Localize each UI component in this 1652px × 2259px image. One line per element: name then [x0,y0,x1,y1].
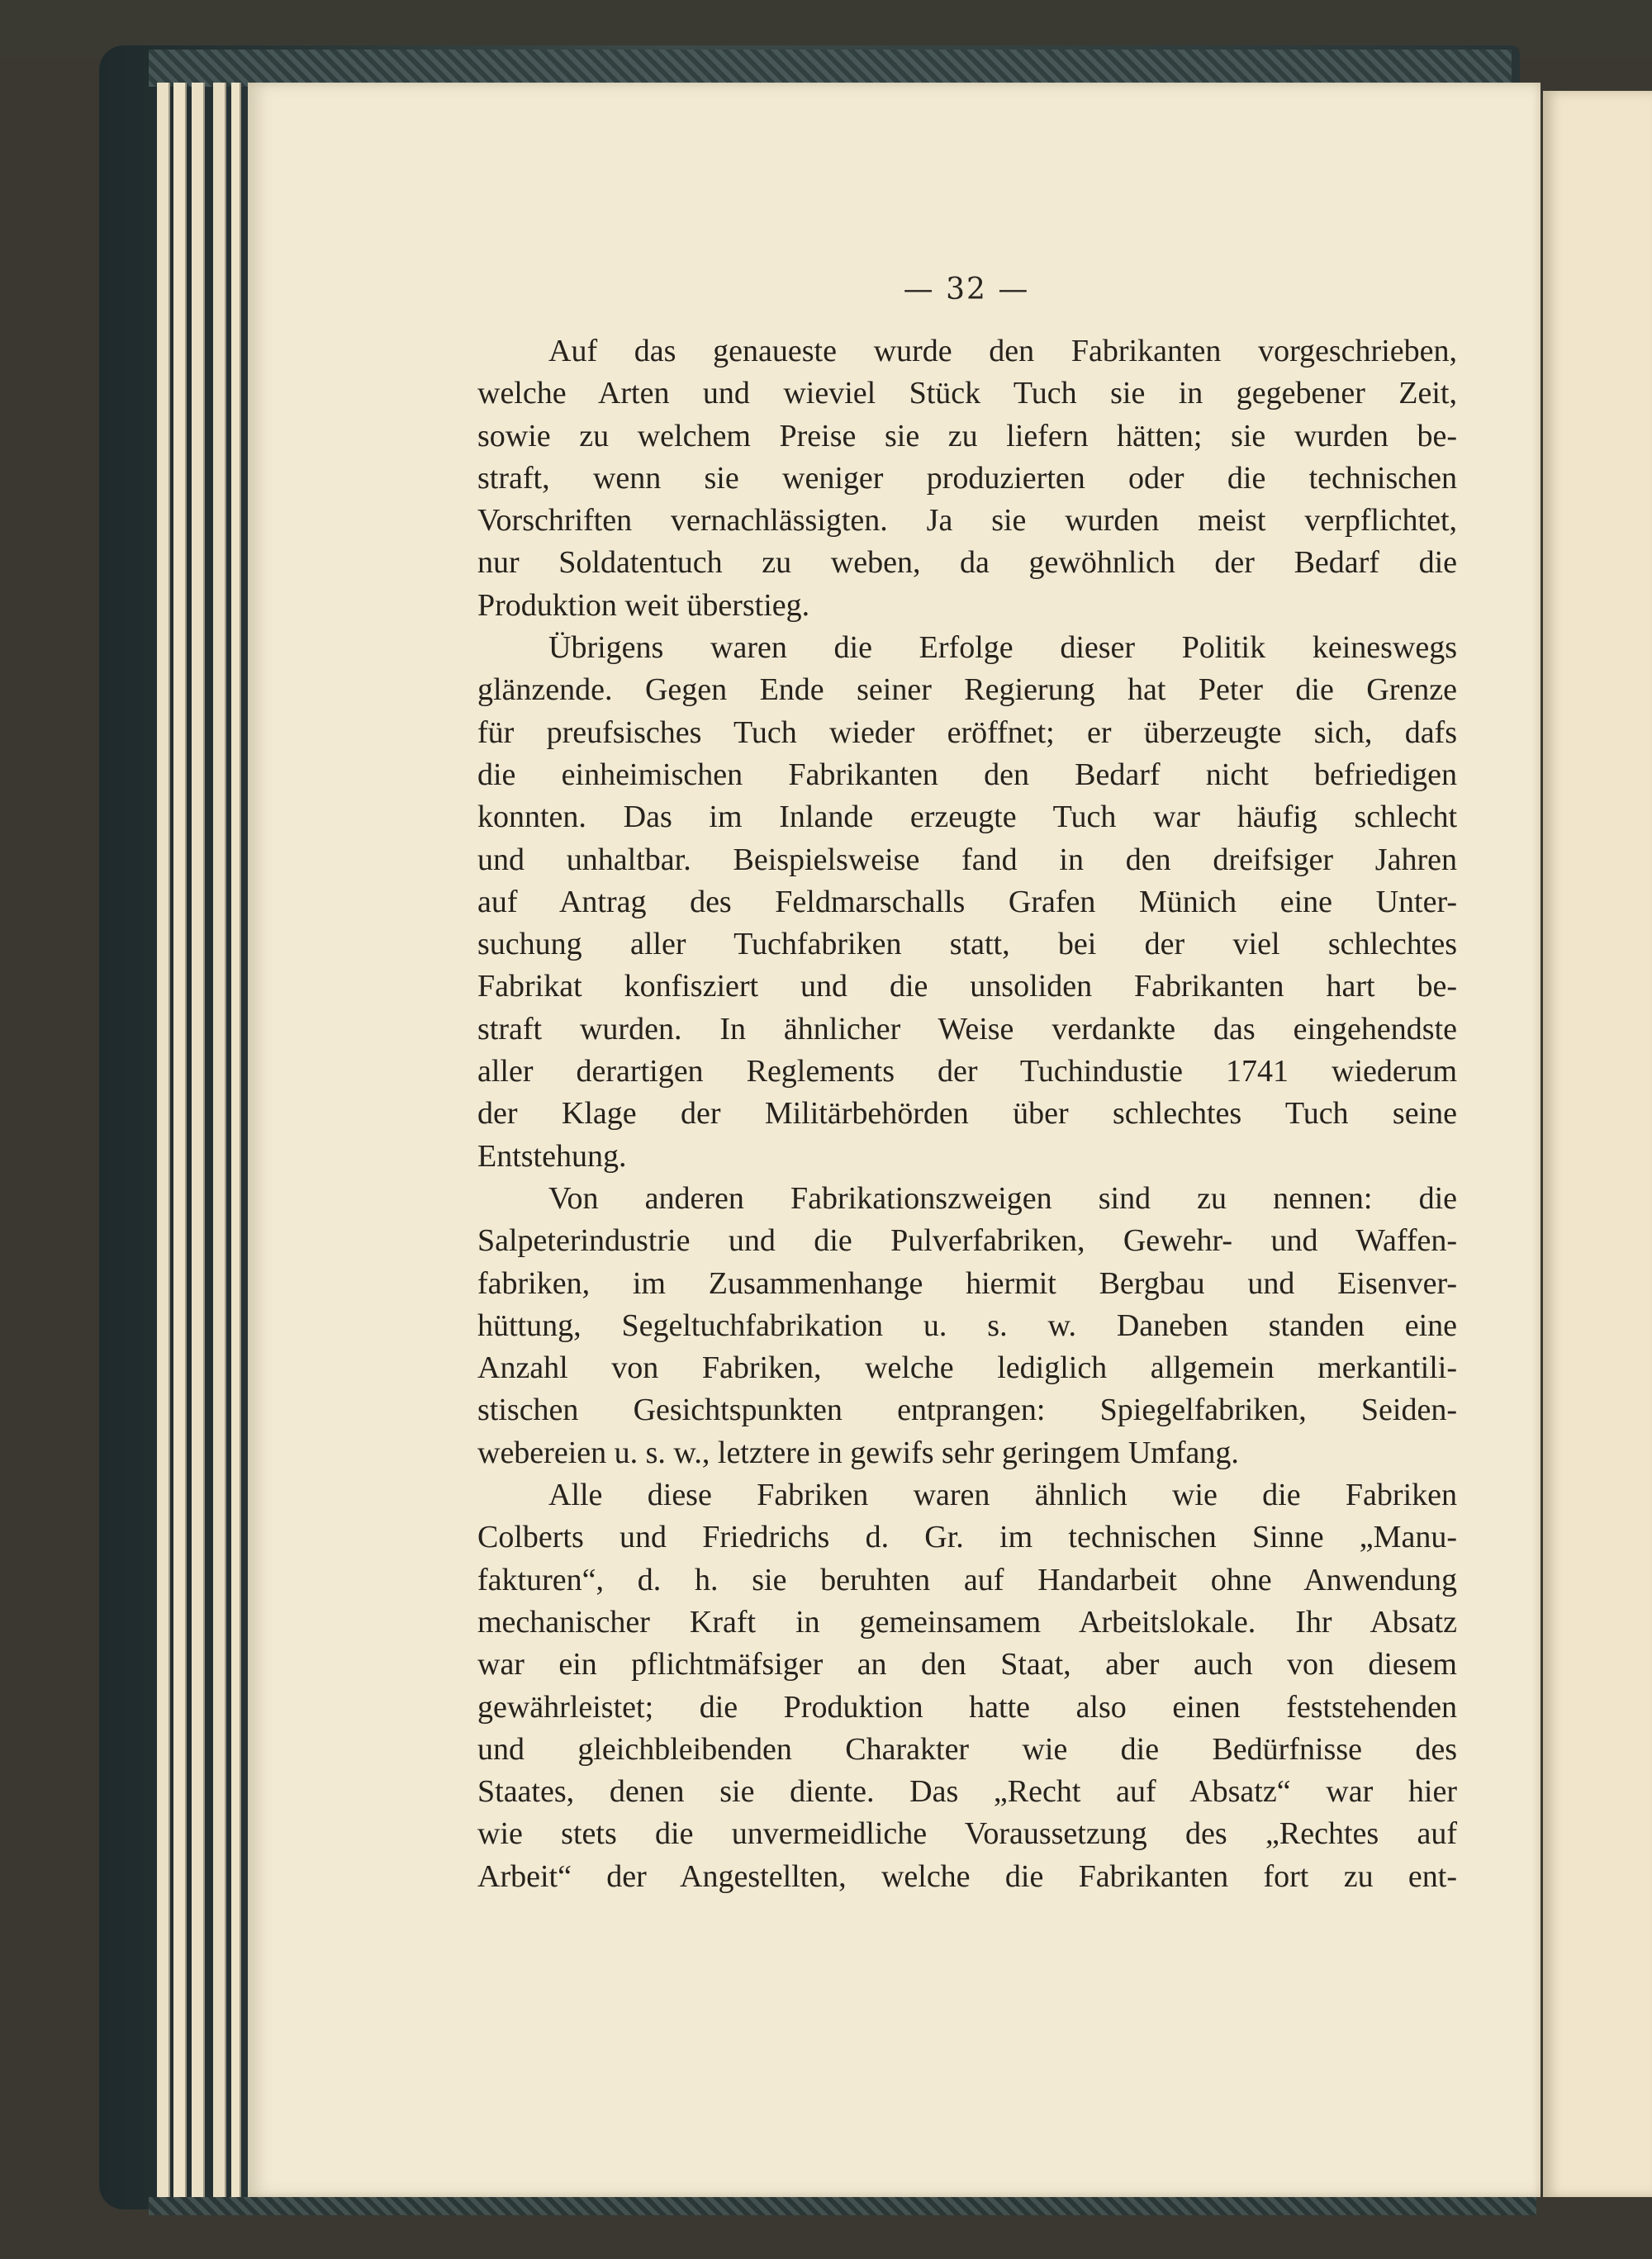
page-edge [173,83,187,2197]
page-edge [192,83,205,2197]
text-line: Staates, denen sie diente. Das „Recht auf Absatz“ war hier [477,1774,1457,1810]
text-line: Vorschriften vernachlässigten. Ja sie wurden meist verpflichtet, [477,503,1457,539]
text-line: aller derartigen Reglements der Tuchindustie 1741 wiederum [477,1054,1457,1089]
text-line: hüttung, Segeltuchfabrikation u. s. w. Daneben standen eine [477,1307,1457,1343]
text-line: suchung aller Tuchfabriken statt, bei der viel schlechtes [477,927,1457,962]
text-line: mechanischer Kraft in gemeinsamem Arbeitslokale. Ihr Absatz [477,1604,1457,1640]
text-line: straft wurden. In ähnlicher Weise verdankte das eingehendste [477,1011,1457,1046]
page-edge [157,83,170,2197]
text-line: Alle diese Fabriken waren ähnlich wie die Fabriken [548,1478,1457,1513]
page-edge [213,83,226,2197]
text-line: welche Arten und wieviel Stück Tuch sie in gegebener Zeit, [477,376,1457,411]
text-line: und unhaltbar. Beispielsweise fand in den dreifsiger Jahren [477,842,1457,877]
page-number: — 32 — [903,273,1030,306]
text-line: wie stets die unvermeidliche Voraussetzung des „Rechtes auf [477,1816,1457,1852]
page-body-text [477,330,1457,1898]
text-line: die einheimischen Fabrikanten den Bedarf nicht befriedigen [477,757,1457,792]
text-line: fabriken, im Zusammenhange hiermit Bergbau und Eisenver- [477,1265,1457,1301]
text-line: Produktion weit überstieg. [477,587,810,623]
text-line: Entstehung. [477,1138,627,1174]
text-line: webereien u. s. w., letztere in gewifs sehr geringem Umfang. [477,1435,1239,1470]
text-line: auf Antrag des Feldmarschalls Grafen Münich eine Unter- [477,884,1457,919]
text-line: fakturen“, d. h. sie beruhten auf Handarbeit ohne Anwendung [477,1562,1457,1597]
text-line: war ein pflichtmäfsiger an den Staat, aber auch von diesem [477,1647,1457,1682]
cover-spine-pattern [149,50,1512,87]
facing-page-edge [1543,91,1652,2197]
text-line: gewährleistet; die Produktion hatte also einen feststehenden [477,1689,1457,1725]
text-line: Arbeit“ der Angestellten, welche die Fabrikanten fort zu ent- [477,1858,1457,1894]
text-line: für preufsisches Tuch wieder eröffnet; er überzeugte sich, dafs [477,714,1457,750]
text-line: Salpeterindustrie und die Pulverfabriken, Gewehr- und Waffen- [477,1223,1457,1259]
text-line: Fabrikat konfisziert und die unsoliden Fabrikanten hart be- [477,969,1457,1004]
text-line: der Klage der Militärbehörden über schlechtes Tuch seine [477,1096,1457,1132]
text-line: Von anderen Fabrikationszweigen sind zu nennen: die [548,1180,1457,1216]
text-line: glänzende. Gegen Ende seiner Regierung hat Peter die Grenze [477,672,1457,708]
text-line: Anzahl von Fabriken, welche lediglich allgemein merkantili- [477,1350,1457,1386]
text-line: straft, wenn sie weniger produzierten oder die technischen [477,460,1457,496]
text-line: stischen Gesichtspunkten entprangen: Spiegelfabriken, Seiden- [477,1393,1457,1428]
text-line: nur Soldatentuch zu weben, da gewöhnlich der Bedarf die [477,545,1457,581]
text-line: Übrigens waren die Erfolge dieser Politik keineswegs [548,630,1457,666]
text-line: und gleichbleibenden Charakter wie die Bedürfnisse des [477,1731,1457,1767]
text-line: konnten. Das im Inlande erzeugte Tuch war häufig schlecht [477,800,1457,835]
text-line: Auf das genaueste wurde den Fabrikanten vorgeschrieben, [548,334,1457,368]
cover-bottom-pattern [149,2197,1536,2215]
text-line: Colberts und Friedrichs d. Gr. im technischen Sinne „Manu- [477,1520,1457,1555]
text-line: sowie zu welchem Preise sie zu liefern hätten; sie wurden be- [477,418,1457,453]
page-edge [231,83,241,2197]
